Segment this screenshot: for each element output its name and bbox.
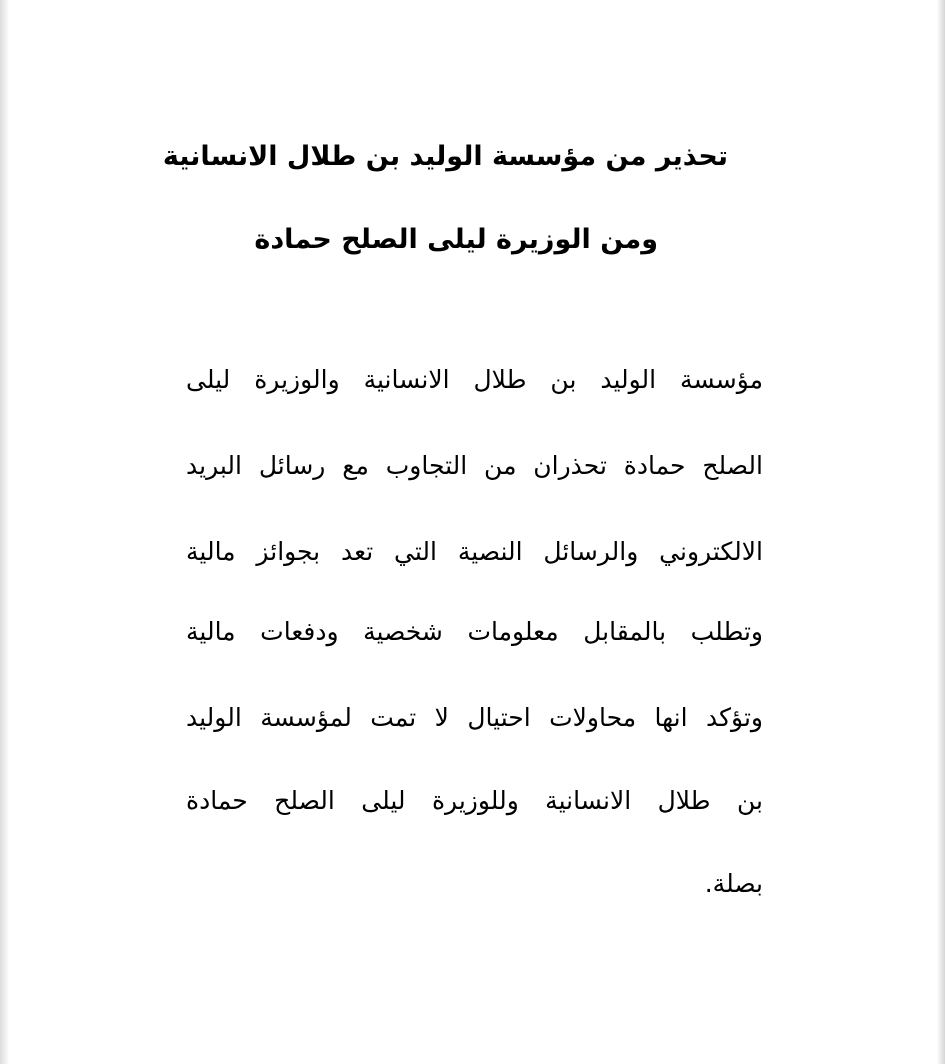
body-line-4: وتطلب بالمقابل معلومات شخصية ودفعات مالية [186,617,763,646]
body-line-7: بصلة. [704,869,763,898]
body-line-2: الصلح حمادة تحذران من التجاوب مع رسائل البريد [186,451,763,480]
document-title-line-1: تحذير من مؤسسة الوليد بن طلال الانسانية [162,141,728,172]
document-title-line-2: ومن الوزيرة ليلى الصلح حمادة [254,224,658,255]
body-line-3: الالكتروني والرسائل النصية التي تعد بجوائز مالية [186,537,763,566]
page-edge-right [937,0,945,1064]
page-edge-left [0,0,9,1064]
body-line-5: وتؤكد انها محاولات احتيال لا تمت لمؤسسة الوليد [186,703,763,732]
body-line-1: مؤسسة الوليد بن طلال الانسانية والوزيرة ليلى [186,365,763,394]
body-line-6: بن طلال الانسانية وللوزيرة ليلى الصلح حمادة [186,786,763,815]
